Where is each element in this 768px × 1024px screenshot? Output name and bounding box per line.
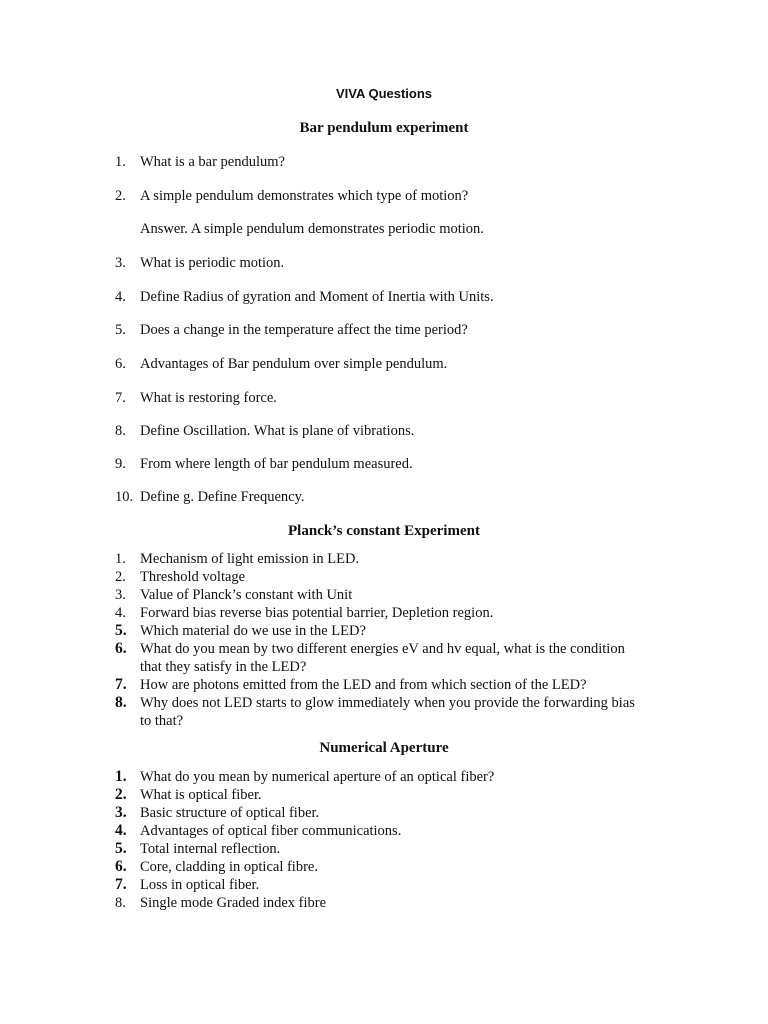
question-text: What is periodic motion.	[140, 255, 285, 271]
question-text: Does a change in the temperature affect the time period?	[140, 322, 468, 338]
question-text: Mechanism of light emission in LED.	[140, 551, 360, 567]
answer-text: Answer. A simple pendulum demonstrates periodic motion.	[140, 221, 484, 237]
question-text: that they satisfy in the LED?	[140, 659, 307, 675]
question-number: 4.	[115, 289, 126, 305]
question-number: 4.	[115, 822, 127, 839]
question-text: Threshold voltage	[140, 569, 246, 585]
question-text: Which material do we use in the LED?	[140, 623, 366, 639]
question-text: Advantages of Bar pendulum over simple pendulum.	[140, 356, 448, 372]
question-number: 1.	[115, 551, 126, 567]
question-number: 8.	[115, 694, 127, 711]
question-text: Forward bias reverse bias potential barrier, Depletion region.	[140, 605, 494, 621]
question-number: 7.	[115, 676, 127, 693]
question-text: Value of Planck’s constant with Unit	[140, 587, 353, 603]
question-text: Why does not LED starts to glow immediately when you provide the forwarding bias	[140, 695, 635, 711]
question-number: 4.	[115, 605, 126, 621]
question-number: 2.	[115, 786, 127, 803]
question-text: Define Radius of gyration and Moment of Inertia with Units.	[140, 289, 494, 305]
question-number: 2.	[115, 569, 126, 585]
question-text: A simple pendulum demonstrates which type of motion?	[140, 188, 469, 204]
section-heading-plancks-constant: Planck’s constant Experiment	[288, 523, 480, 539]
question-text: From where length of bar pendulum measured.	[140, 456, 413, 472]
question-number: 9.	[115, 456, 126, 472]
question-number: 1.	[115, 768, 127, 785]
question-number: 6.	[115, 858, 127, 875]
question-number: 6.	[115, 640, 127, 657]
question-text: Single mode Graded index fibre	[140, 895, 327, 911]
question-text: Core, cladding in optical fibre.	[140, 859, 318, 875]
question-text: to that?	[140, 713, 184, 729]
question-text: Advantages of optical fiber communications.	[140, 823, 402, 839]
question-number: 5.	[115, 622, 127, 639]
section-heading-numerical-aperture: Numerical Aperture	[319, 740, 449, 756]
question-number: 2.	[115, 188, 126, 204]
section-heading-bar-pendulum: Bar pendulum experiment	[299, 120, 469, 136]
question-text: What do you mean by numerical aperture of an optical fiber?	[140, 769, 495, 785]
question-text: What is optical fiber.	[140, 787, 262, 803]
question-number: 7.	[115, 390, 126, 406]
question-number: 5.	[115, 322, 126, 338]
question-number: 10.	[115, 489, 134, 505]
question-number: 6.	[115, 356, 126, 372]
question-text: Basic structure of optical fiber.	[140, 805, 320, 821]
question-text: Total internal reflection.	[140, 841, 281, 857]
question-number: 7.	[115, 876, 127, 893]
question-text: Define g. Define Frequency.	[140, 489, 305, 505]
question-number: 3.	[115, 255, 126, 271]
question-number: 3.	[115, 587, 126, 603]
question-number: 8.	[115, 895, 126, 911]
question-number: 8.	[115, 423, 126, 439]
question-text: Loss in optical fiber.	[140, 877, 260, 893]
question-text: What is restoring force.	[140, 390, 277, 406]
question-number: 5.	[115, 840, 127, 857]
question-number: 3.	[115, 804, 127, 821]
question-text: Define Oscillation. What is plane of vibrations.	[140, 423, 415, 439]
question-text: What do you mean by two different energies eV and hv equal, what is the condition	[140, 641, 625, 657]
document-title: VIVA Questions	[335, 86, 433, 101]
question-number: 1.	[115, 154, 126, 170]
question-text: How are photons emitted from the LED and from which section of the LED?	[140, 677, 587, 693]
question-text: What is a bar pendulum?	[140, 154, 285, 170]
